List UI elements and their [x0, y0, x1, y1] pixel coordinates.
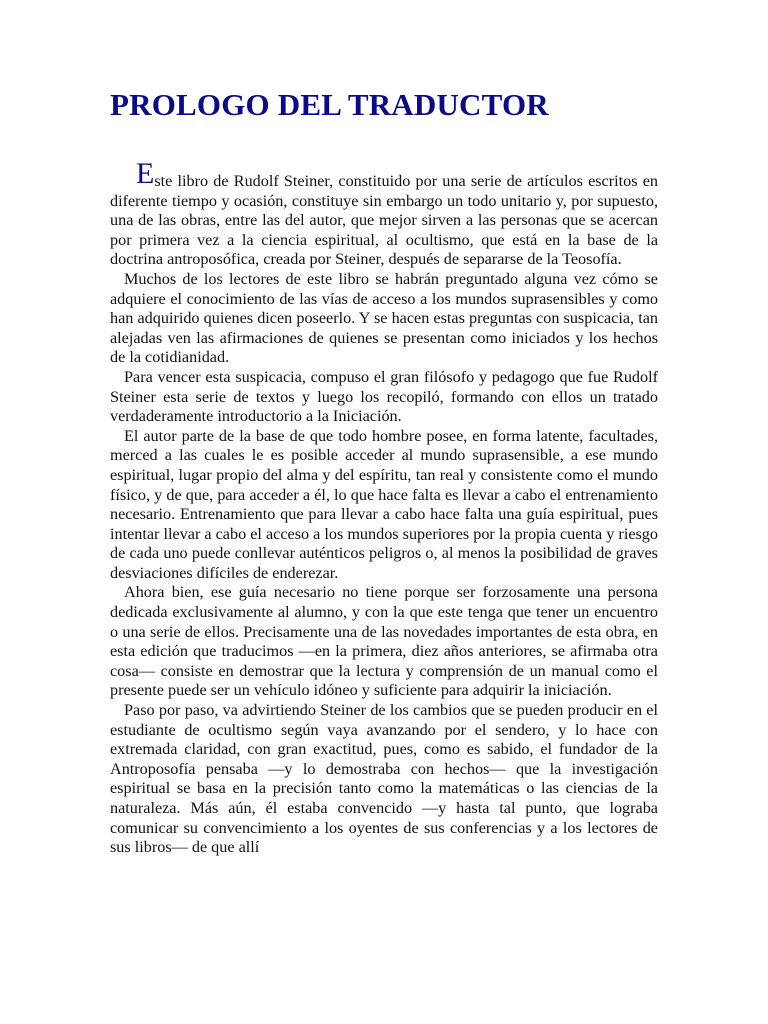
paragraph-3: Para vencer esta suspicacia, compuso el gran filósofo y pedagogo que fue Rudolf Steiner esta serie de textos y luego los recopiló, formando con ellos un tratado verdaderamente introductorio a la Iniciación. [110, 367, 658, 426]
document-page [110, 84, 658, 858]
paragraph-1-text: ste libro de Rudolf Steiner, constituido por una serie de artículos escritos en diferente tiempo y ocasión, constituye sin embargo un todo unitario y, por supuesto, una de las obras, entre las del autor, que mejor sirven a las personas que se acercan por primera vez a la ciencia espiritual, al ocultismo, que está en la base de la doctrina antroposófica, creada por Steiner, después de separarse de la Teosofía. [110, 172, 658, 269]
paragraph-2: Muchos de los lectores de este libro se habrán preguntado alguna vez cómo se adquiere el conocimiento de las vías de acceso a los mundos suprasensibles y como han adquirido quienes dicen poseerlo. Y se hacen estas preguntas con suspicacia, tan alejadas ven las afirmaciones de quienes se presentan como iniciados y los hechos de la cotidianidad. [110, 269, 658, 367]
paragraph-5: Ahora bien, ese guía necesario no tiene porque ser forzosamente una persona dedicada exclusivamente al alumno, y con la que este tenga que tener un encuentro o una serie de ellos. Precisamente una de las novedades importantes de esta obra, en esta edición que traducimos —en la primera, diez años anteriores, se afirmaba otra cosa— consiste en demostrar que la lectura y comprensión de un manual como el presente puede ser un vehículo idóneo y suficiente para adquirir la iniciación. [110, 583, 658, 700]
drop-cap: E [136, 157, 155, 190]
paragraph-4: El autor parte de la base de que todo hombre posee, en forma latente, facultades, merced a las cuales le es posible acceder al mundo suprasensible, a ese mundo espiritual, lugar propio del alma y del espíritu, tan real y consistente como el mundo físico, y de que, para acceder a él, lo que hace falta es llevar a cabo el entrenamiento necesario. Entrenamiento que para llevar a cabo hace falta una guía espiritual, pues intentar llevar a cabo el acceso a los mundos superiores por la propia cuenta y riesgo de cada uno puede conllevar auténticos peligros o, al menos la posibilidad de graves desviaciones difíciles de enderezar. [110, 426, 658, 582]
body-text [110, 157, 658, 858]
page-title: PROLOGO DEL TRADUCTOR [110, 87, 549, 122]
paragraph-1 [110, 157, 658, 270]
paragraph-6: Paso por paso, va advirtiendo Steiner de los cambios que se pueden producir en el estudiante de ocultismo según vaya avanzando por el sendero, y lo hace con extremada claridad, con gran exactitud, pues, como es sabido, el fundador de la Antroposofía pensaba —y lo demostraba con hechos— que la investigación espiritual se basa en la precisión tanto como la matemáticas o las ciencias de la naturaleza. Más aún, él estaba convencido —y hasta tal punto, que lograba comunicar su convencimiento a los oyentes de sus conferencias y a los lectores de sus libros— de que allí [110, 701, 658, 857]
